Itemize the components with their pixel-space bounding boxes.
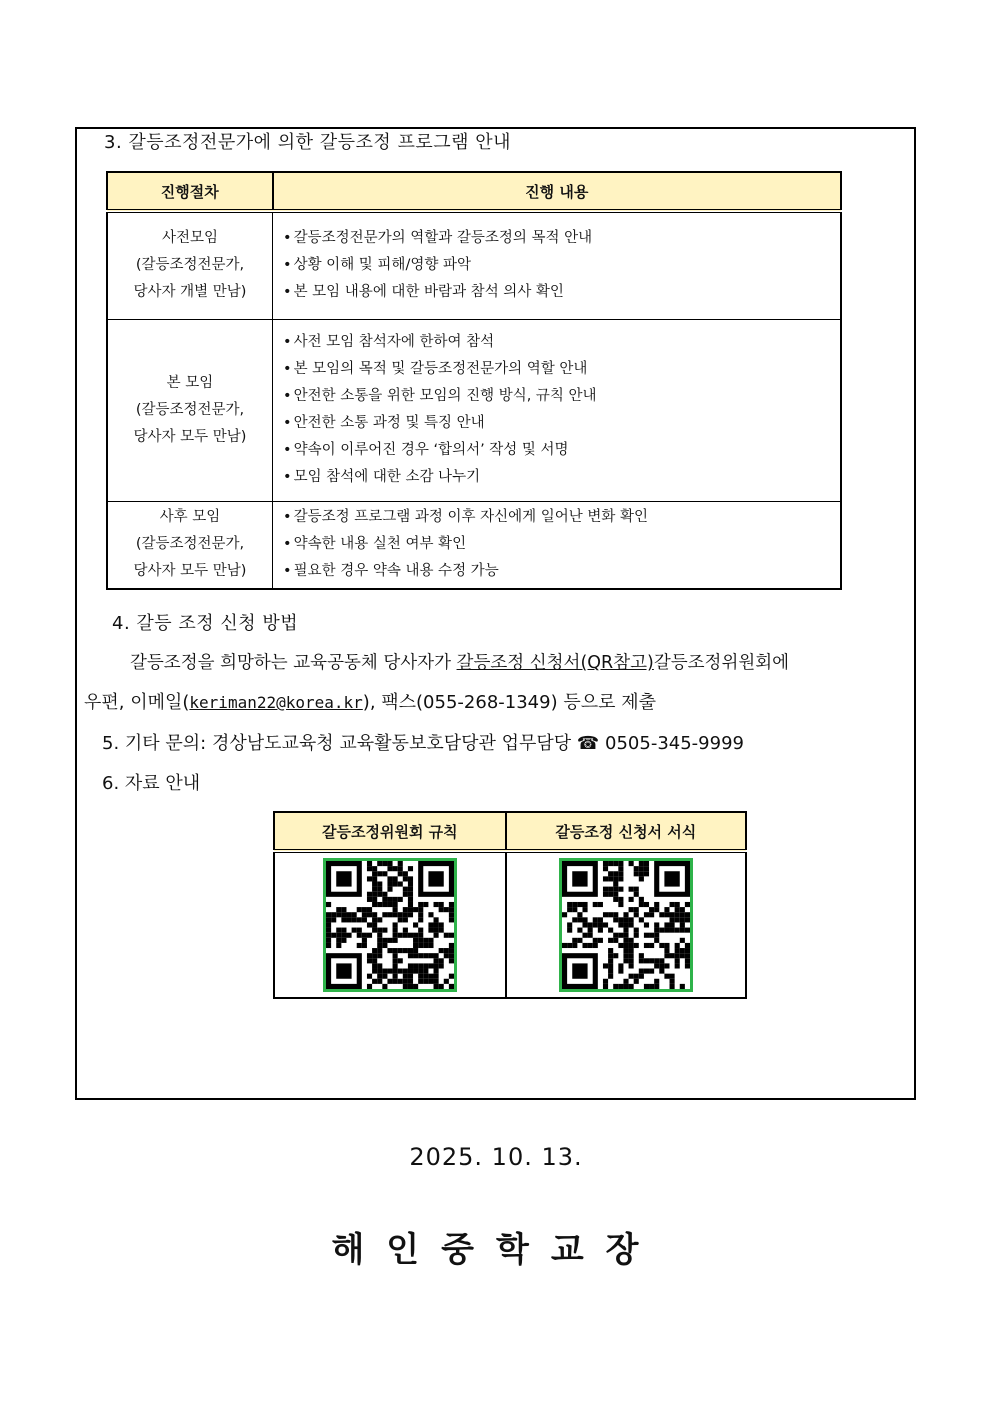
- stage-cell: [107, 501, 273, 589]
- procedure-table: [106, 171, 842, 590]
- text: 우편, 이메일(: [84, 692, 190, 713]
- stage-detail: 당사자 개별 만남): [133, 284, 247, 301]
- qr-reference-link[interactable]: 갈등조정 신청서(QR참고): [456, 653, 654, 673]
- table-row: [107, 319, 841, 501]
- list-item: • 약속이 이루어진 경우 ‘합의서’ 작성 및 서명: [283, 437, 840, 464]
- qr-code-rules[interactable]: [323, 858, 457, 992]
- section4-heading: 4. 갈등 조정 신청 방법: [112, 613, 299, 634]
- section4-line1: [130, 649, 789, 674]
- qr-header-rules: 갈등조정위원회 규칙: [274, 812, 506, 851]
- stage-detail: 당사자 모두 만남): [133, 428, 247, 445]
- list-item: • 안전한 소통 과정 및 특징 안내: [283, 410, 840, 437]
- section5-text: 5. 기타 문의: 경상남도교육청 교육활동보호담당관 업무담당 ☎ 0505-345-9999: [102, 733, 744, 754]
- header-stage: 진행절차: [107, 172, 273, 211]
- section4-line2: [84, 688, 656, 714]
- text: 갈등조정을 희망하는 교육공동체 당사자가: [130, 653, 457, 673]
- list-item: • 본 모임의 목적 및 갈등조정전문가의 역할 안내: [283, 356, 840, 383]
- stage-detail: (갈등조정전문가,: [135, 257, 245, 274]
- list-item: • 상황 이해 및 피해/영향 파악: [283, 252, 840, 279]
- table-row: [107, 501, 841, 589]
- stage-detail: (갈등조정전문가,: [135, 536, 245, 553]
- email-link[interactable]: keriman22@korea.kr: [189, 693, 363, 712]
- list-item: • 사전 모임 참석자에 한하여 참석: [283, 329, 840, 356]
- section3-heading: 3. 갈등조정전문가에 의한 갈등조정 프로그램 안내: [104, 132, 512, 153]
- header-content: 진행 내용: [273, 172, 842, 211]
- document-date: 2025. 10. 13.: [409, 1143, 583, 1171]
- stage-name: 본 모임: [166, 374, 214, 391]
- stage-name: 사후 모임: [159, 509, 221, 526]
- table-row: [107, 211, 841, 319]
- stage-detail: (갈등조정전문가,: [135, 401, 245, 418]
- qr-table: [273, 811, 747, 999]
- qr-code-form[interactable]: [559, 858, 693, 992]
- list-item: • 안전한 소통을 위한 모임의 진행 방식, 규칙 안내: [283, 383, 840, 410]
- stage-cell: [107, 319, 273, 501]
- qr-header-form: 갈등조정 신청서 서식: [506, 812, 746, 851]
- list-item: • 모임 참석에 대한 소감 나누기: [283, 464, 840, 491]
- stage-detail: 당사자 모두 만남): [133, 563, 247, 580]
- content-cell: [273, 319, 842, 501]
- principal-signature: 해인중학교장: [331, 1230, 661, 1270]
- content-cell: [273, 211, 842, 319]
- list-item: • 필요한 경우 약속 내용 수정 가능: [283, 558, 840, 585]
- stage-cell: [107, 211, 273, 319]
- text: ), 팩스(055-268-1349) 등으로 제출: [362, 692, 656, 713]
- list-item: • 본 모임 내용에 대한 바람과 참석 의사 확인: [283, 279, 840, 306]
- content-cell: [273, 501, 842, 589]
- qr-cell: [506, 851, 746, 998]
- text: 갈등조정위원회에: [653, 653, 790, 673]
- section6-heading: 6. 자료 안내: [102, 773, 201, 794]
- list-item: • 갈등조정 프로그램 과정 이후 자신에게 일어난 변화 확인: [283, 504, 840, 531]
- list-item: • 약속한 내용 실천 여부 확인: [283, 531, 840, 558]
- list-item: • 갈등조정전문가의 역할과 갈등조정의 목적 안내: [283, 225, 840, 252]
- stage-name: 사전모임: [161, 230, 219, 247]
- qr-cell: [274, 851, 506, 998]
